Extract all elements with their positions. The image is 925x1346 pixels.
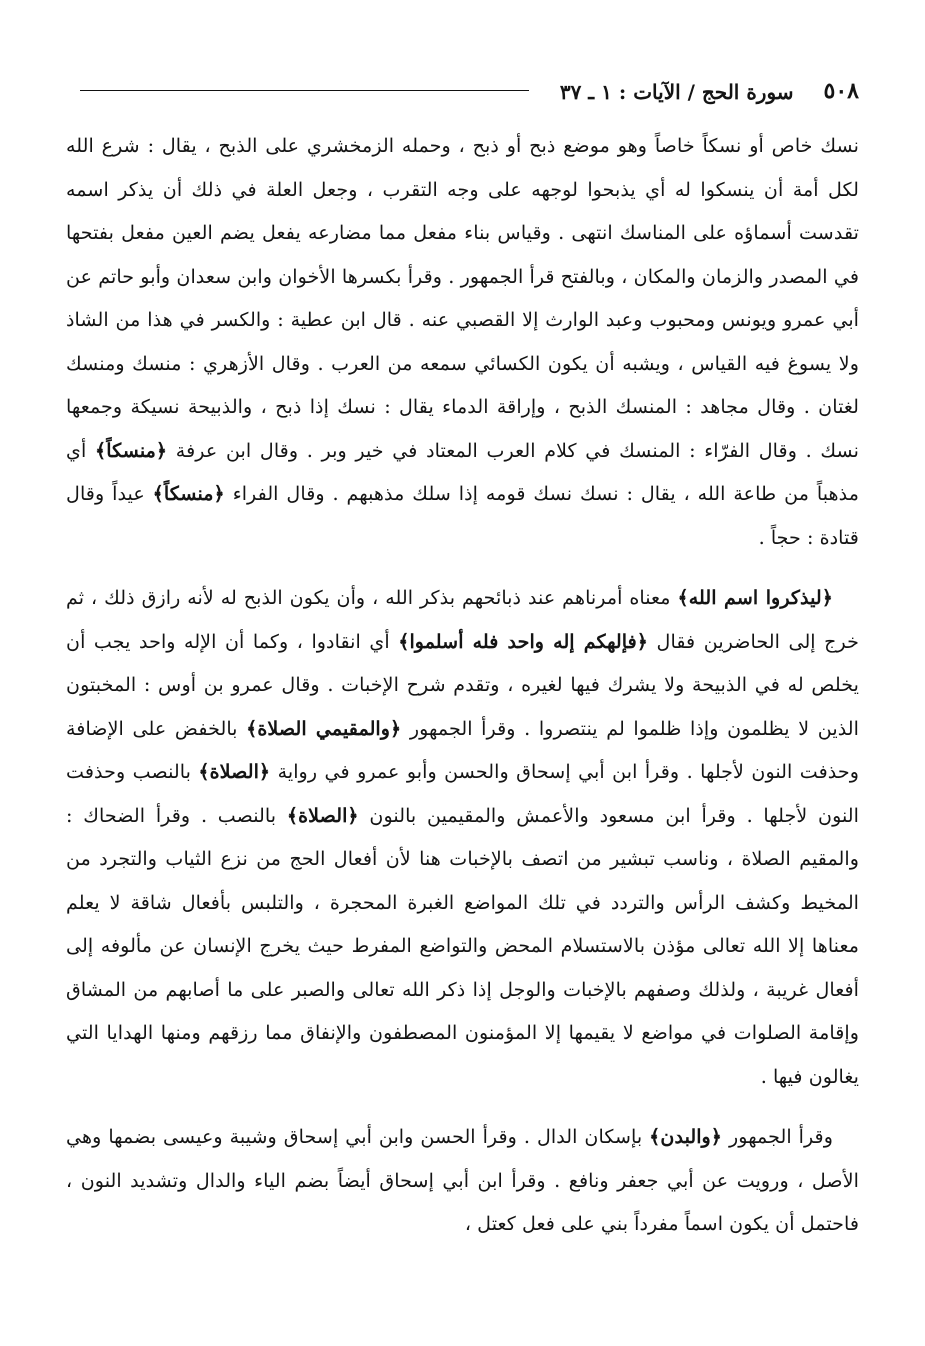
- quran-quote: ﴿ليذكروا اسم الله﴾: [677, 586, 833, 609]
- text-run: أي مذهباً من طاعة الله ، يقال : نسك نسك قومه إذا سلك مذهبهم . وقال الفراء: [66, 438, 859, 505]
- text-run: بالنصب وحذفت النون لأجلها . وقرأ ابن مسعود والأعمش والمقيمين بالنون: [66, 760, 859, 827]
- quran-quote: ﴿منسكاً﴾: [95, 438, 168, 462]
- page-number: ٥٠٨: [823, 78, 859, 104]
- body-text: [66, 124, 859, 1246]
- paragraph-2: [66, 576, 859, 1098]
- quran-quote: ﴿فإلهكم إله واحد فله أسلموا﴾: [398, 629, 649, 653]
- page-header: [66, 70, 859, 104]
- text-run: نسك خاص أو نسكاً خاصاً وهو موضع ذبح أو ذبح ، وحمله الزمخشري على الذبح ، يقال : شرع الله لكل أمة أن ينسكوا له أي يذبحوا لوجهه على وجه التقرب ، وجعل العلة في ذلك أن يذكر اسمه تقدست أسماؤه على المناسك انتهى . وقياس بناء مفعل مما مضارعه يفعل يضم العين مفعل بفتحها في المصدر والزمان والمكان ، وبالفتح قرأ الجمهور . وقرأ بكسرها الأخوان وابن سعدان وأبو حاتم عن أبي عمرو ويونس ومحبوب وعبد الوارث إلا القصبي عنه . قال ابن عطية : والكسر في هذا من الشاذ ولا يسوغ فيه القياس ، ويشبه أن يكون الكسائي سمعه من العرب . وقال الأزهري : منسك ومنسك لغتان . وقال مجاهد : المنسك الذبح ، وإراقة الدماء يقال : نسك إذا ذبح ، والذبيحة نسيكة وجمعها نسك . وقال الفرّاء : المنسك في كلام العرب المعتاد في خير وبر . وقال ابن عرفة: [66, 134, 859, 462]
- text-run: بالخفض على الإضافة وحذفت النون لأجلها . وقرأ ابن أبي إسحاق والحسن وأبو عمرو في رواية: [66, 716, 859, 783]
- text-run: بالنصب . وقرأ الضحاك : والمقيم الصلاة ، وناسب تبشير من اتصف بالإخبات هنا لأن أفعال الحج من نزع الثياب والتجرد من المخيط وكشف الرأس والتردد في تلك المواضع الغبرة المحجرة ، والتلبس بأفعال شاقة لا يعلم معناها إلا الله تعالى مؤذن بالاستسلام المحض والتواضع المفرط حيث يخرج الإنسان عن مألوفه إلى أفعال غريبة ، ولذلك وصفهم بالإخبات والوجل إذا ذكر الله تعالى والصبر على ما أصابهم من المشاق وإقامة الصلوات في مواضع لا يقيمها إلا المؤمنون المصطفون والإنفاق مما رزقهم ومنها الهدايا التي يغالون فيها .: [66, 803, 859, 1088]
- running-title: سورة الحج / الآيات : ١ ـ ٣٧: [554, 80, 800, 104]
- text-run: وقرأ الجمهور: [722, 1125, 833, 1148]
- quran-quote: ﴿الصلاة﴾: [198, 760, 271, 783]
- quran-quote: ﴿الصلاة﴾: [286, 803, 359, 827]
- text-run: بإسكان الدال . وقرأ الحسن وابن أبي إسحاق وشيبة وعيسى بضمها وهي الأصل ، ورويت عن أبي جعفر ونافع . وقرأ ابن أبي إسحاق أيضاً بضم الياء والدال وتشديد النون ، فاحتمل أن يكون اسماً مفرداً بني على فعل كعتل ،: [66, 1125, 859, 1235]
- quran-quote: ﴿والمقيمي الصلاة﴾: [246, 716, 402, 740]
- quran-quote: ﴿منسكاً﴾: [152, 482, 225, 505]
- paragraph-1: [66, 124, 859, 559]
- paragraph-3: [66, 1115, 859, 1246]
- quran-quote: ﴿والبدن﴾: [649, 1125, 723, 1148]
- text-run: عيداً وقال قتادة : حجاً .: [66, 482, 859, 549]
- text-run: أي انقادوا ، وكما أن الإله واحد يجب أن يخلص له في الذبيحة ولا يشرك فيها لغيره ، وتقدم شرح الإخبات . وقال عمرو بن أوس : المخبتون الذين لا يظلمون وإذا ظلموا لم ينتصروا . وقرأ الجمهور: [66, 629, 859, 740]
- header-rule: [80, 90, 529, 91]
- text-run: معناه أمرناهم عند ذبائحهم بذكر الله ، وأن يكون الذبح له لأنه رازق ذلك ، ثم خرج إلى الحاضرين فقال: [66, 586, 859, 653]
